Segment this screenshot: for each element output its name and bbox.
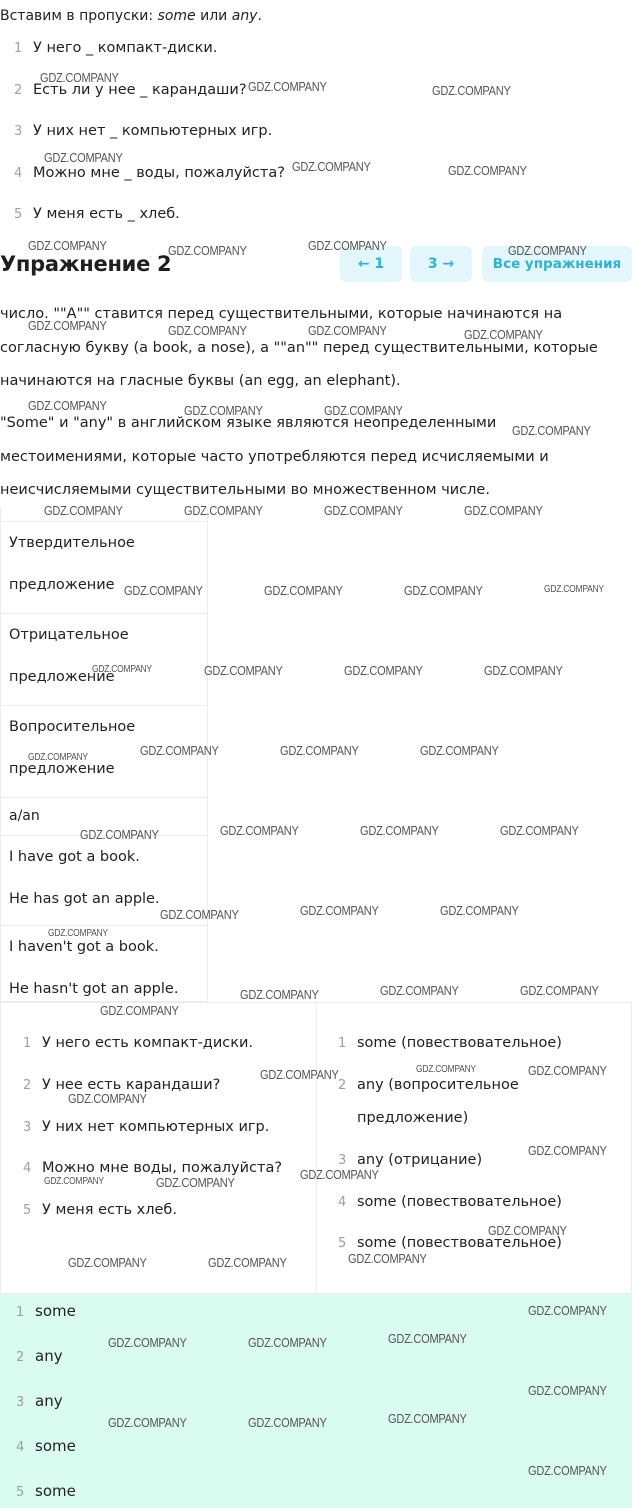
item-number: 4 (14, 166, 23, 181)
item-number: 3 (14, 124, 23, 139)
item-number: 1 (14, 41, 23, 56)
watermark: GDZ.COMPANY (464, 503, 543, 518)
list-item (14, 123, 272, 139)
item-text: some (повествовательное) (357, 1235, 562, 1251)
cell-line: Отрицательное (9, 627, 129, 643)
watermark: GDZ.COMPANY (464, 327, 543, 342)
watermark: GDZ.COMPANY (168, 323, 247, 338)
list-item (16, 1437, 76, 1455)
watermark: GDZ.COMPANY (160, 907, 239, 922)
cell-line: a/an (9, 808, 40, 824)
watermark: GDZ.COMPANY (248, 79, 327, 94)
item-text: У нее есть карандаши? (42, 1077, 221, 1093)
item-text: У него есть компакт-диски. (42, 1035, 254, 1051)
watermark: GDZ.COMPANY (300, 1167, 379, 1182)
instruction-option-any: any (231, 8, 258, 24)
watermark: GDZ.COMPANY (348, 1251, 427, 1266)
table-row-continuation: предложение) (357, 1110, 469, 1126)
all-exercises-button[interactable]: Все упражнения (482, 246, 632, 282)
watermark: GDZ.COMPANY (264, 583, 343, 598)
watermark: GDZ.COMPANY (520, 983, 599, 998)
watermark: GDZ.COMPANY (124, 583, 203, 598)
cell-line: I have got a book. (9, 849, 140, 865)
item-number: 3 (16, 1395, 25, 1410)
list-item (14, 206, 180, 222)
watermark: GDZ.COMPANY (40, 70, 119, 85)
item-number: 3 (23, 1120, 32, 1135)
item-number: 4 (23, 1161, 32, 1176)
watermark: GDZ.COMPANY (528, 1463, 607, 1478)
watermark: GDZ.COMPANY (260, 1067, 339, 1082)
item-text: any (35, 1347, 63, 1365)
item-text: some (повествовательное) (357, 1194, 562, 1210)
item-text: У него _ компакт-диски. (33, 40, 218, 56)
watermark: GDZ.COMPANY (512, 423, 591, 438)
paragraph-line: согласную букву (a book, a nose), а ""an"" перед существительными, которые (0, 339, 598, 356)
watermark: GDZ.COMPANY (300, 903, 379, 918)
paragraph-line: начинаются на гласные буквы (an egg, an elephant). (0, 373, 401, 389)
exercise-instruction (0, 8, 262, 24)
watermark: GDZ.COMPANY (528, 1383, 607, 1398)
item-text: У меня есть хлеб. (42, 1202, 177, 1218)
watermark: GDZ.COMPANY (92, 664, 152, 675)
table-cell (1, 613, 207, 705)
watermark: GDZ.COMPANY (528, 1143, 607, 1158)
watermark: GDZ.COMPANY (80, 827, 159, 842)
cell-line: Вопросительное (9, 719, 136, 735)
watermark: GDZ.COMPANY (416, 1064, 476, 1075)
table-row (338, 1152, 482, 1168)
cell-line: предложение (9, 761, 115, 777)
list-item (16, 1392, 63, 1410)
item-number: 5 (16, 1485, 25, 1500)
watermark: GDZ.COMPANY (528, 1063, 607, 1078)
paragraph-line: "Some" и "any" в английском языке являются неопределенными (0, 415, 497, 431)
watermark: GDZ.COMPANY (280, 743, 359, 758)
item-text: Можно мне _ воды, пожалуйста? (33, 165, 285, 181)
watermark: GDZ.COMPANY (432, 83, 511, 98)
item-text: some (35, 1482, 76, 1500)
table-cell (1, 521, 207, 613)
column-divider (316, 1003, 317, 1293)
watermark: GDZ.COMPANY (108, 1415, 187, 1430)
watermark: GDZ.COMPANY (240, 987, 319, 1002)
watermark: GDZ.COMPANY (420, 743, 499, 758)
watermark: GDZ.COMPANY (140, 743, 219, 758)
list-item (14, 165, 285, 181)
watermark: GDZ.COMPANY (380, 983, 459, 998)
item-number: 4 (338, 1195, 347, 1210)
watermark: GDZ.COMPANY (488, 1223, 567, 1238)
watermark: GDZ.COMPANY (404, 583, 483, 598)
instruction-suffix: . (257, 8, 262, 24)
watermark: GDZ.COMPANY (44, 1176, 104, 1187)
watermark: GDZ.COMPANY (156, 1175, 235, 1190)
watermark: GDZ.COMPANY (324, 503, 403, 518)
watermark: GDZ.COMPANY (68, 1091, 147, 1106)
watermark: GDZ.COMPANY (388, 1411, 467, 1426)
cell-line: предложение (9, 577, 115, 593)
table-row (23, 1160, 282, 1176)
watermark: GDZ.COMPANY (448, 163, 527, 178)
watermark: GDZ.COMPANY (248, 1335, 327, 1350)
item-number: 2 (14, 83, 23, 98)
paragraph-line: неисчисляемыми существительными во множественном числе. (0, 482, 490, 498)
item-number: 3 (338, 1153, 347, 1168)
watermark: GDZ.COMPANY (484, 663, 563, 678)
item-number: 5 (23, 1203, 32, 1218)
watermark: GDZ.COMPANY (28, 752, 88, 763)
item-text: У меня есть _ хлеб. (33, 206, 180, 222)
item-text: some (повествовательное) (357, 1035, 562, 1051)
item-text: any (вопросительное (357, 1077, 519, 1093)
watermark: GDZ.COMPANY (204, 663, 283, 678)
table-row (23, 1202, 177, 1218)
item-number: 2 (23, 1078, 32, 1093)
item-text: any (35, 1392, 63, 1410)
watermark: GDZ.COMPANY (28, 398, 107, 413)
item-number: 4 (16, 1440, 25, 1455)
watermark: GDZ.COMPANY (220, 823, 299, 838)
watermark: GDZ.COMPANY (292, 159, 371, 174)
item-number: 5 (338, 1236, 347, 1251)
watermark: GDZ.COMPANY (208, 1255, 287, 1270)
item-text: Есть ли у нее _ карандаши? (33, 82, 247, 98)
watermark: GDZ.COMPANY (48, 928, 108, 939)
list-item (16, 1347, 63, 1365)
watermark: GDZ.COMPANY (440, 903, 519, 918)
table-row (23, 1035, 253, 1051)
list-item (16, 1302, 76, 1320)
item-text: У них нет компьютерных игр. (42, 1119, 270, 1135)
item-text: Можно мне воды, пожалуйста? (42, 1160, 283, 1176)
watermark: GDZ.COMPANY (308, 323, 387, 338)
instruction-prefix: Вставим в пропуски: (0, 8, 158, 24)
watermark: GDZ.COMPANY (544, 584, 604, 595)
instruction-option-some: some (157, 8, 196, 24)
item-text: some (35, 1437, 76, 1455)
paragraph-line: местоимениями, которые часто употребляются перед исчисляемыми и (0, 448, 549, 465)
watermark: GDZ.COMPANY (308, 238, 387, 253)
item-number: 1 (338, 1036, 347, 1051)
item-number: 2 (16, 1350, 25, 1365)
watermark: GDZ.COMPANY (28, 238, 107, 253)
watermark: GDZ.COMPANY (168, 243, 247, 258)
cell-line: Утвердительное (9, 535, 135, 551)
cell-line: He hasn't got an apple. (9, 981, 179, 997)
cell-line: предложение (9, 669, 115, 685)
item-number: 1 (23, 1036, 32, 1051)
cell-line: He has got an apple. (9, 891, 160, 907)
watermark: GDZ.COMPANY (528, 1303, 607, 1318)
watermark: GDZ.COMPANY (360, 823, 439, 838)
watermark: GDZ.COMPANY (184, 503, 263, 518)
watermark: GDZ.COMPANY (108, 1335, 187, 1350)
previous-exercise-button[interactable]: ← 1 (340, 246, 402, 282)
next-exercise-button[interactable]: 3 → (410, 246, 472, 282)
item-number: 1 (16, 1305, 25, 1320)
watermark: GDZ.COMPANY (184, 403, 263, 418)
table-row (338, 1194, 562, 1210)
item-number: 2 (338, 1078, 347, 1093)
watermark: GDZ.COMPANY (388, 1331, 467, 1346)
article-rule-paragraph (0, 298, 620, 399)
watermark: GDZ.COMPANY (28, 318, 107, 333)
list-item (14, 40, 217, 56)
paragraph-line: число. ""A"" ставится перед существительными, которые начинаются на (0, 306, 563, 322)
watermark: GDZ.COMPANY (44, 503, 123, 518)
watermark: GDZ.COMPANY (100, 1003, 179, 1018)
watermark: GDZ.COMPANY (508, 243, 587, 258)
instruction-middle: или (195, 8, 232, 24)
item-number: 5 (14, 207, 23, 222)
watermark: GDZ.COMPANY (44, 150, 123, 165)
watermark: GDZ.COMPANY (248, 1415, 327, 1430)
watermark: GDZ.COMPANY (68, 1255, 147, 1270)
watermark: GDZ.COMPANY (500, 823, 579, 838)
item-text: У них нет _ компьютерных игр. (33, 123, 273, 139)
table-row (338, 1035, 562, 1051)
item-text: some (35, 1302, 76, 1320)
list-item (16, 1482, 76, 1500)
table-row (338, 1077, 519, 1093)
exercise-title: Упражнение 2 (0, 252, 172, 276)
watermark: GDZ.COMPANY (324, 403, 403, 418)
cell-line: I haven't got a book. (9, 939, 159, 955)
table-row (23, 1119, 269, 1135)
item-text: any (отрицание) (357, 1152, 483, 1168)
watermark: GDZ.COMPANY (344, 663, 423, 678)
